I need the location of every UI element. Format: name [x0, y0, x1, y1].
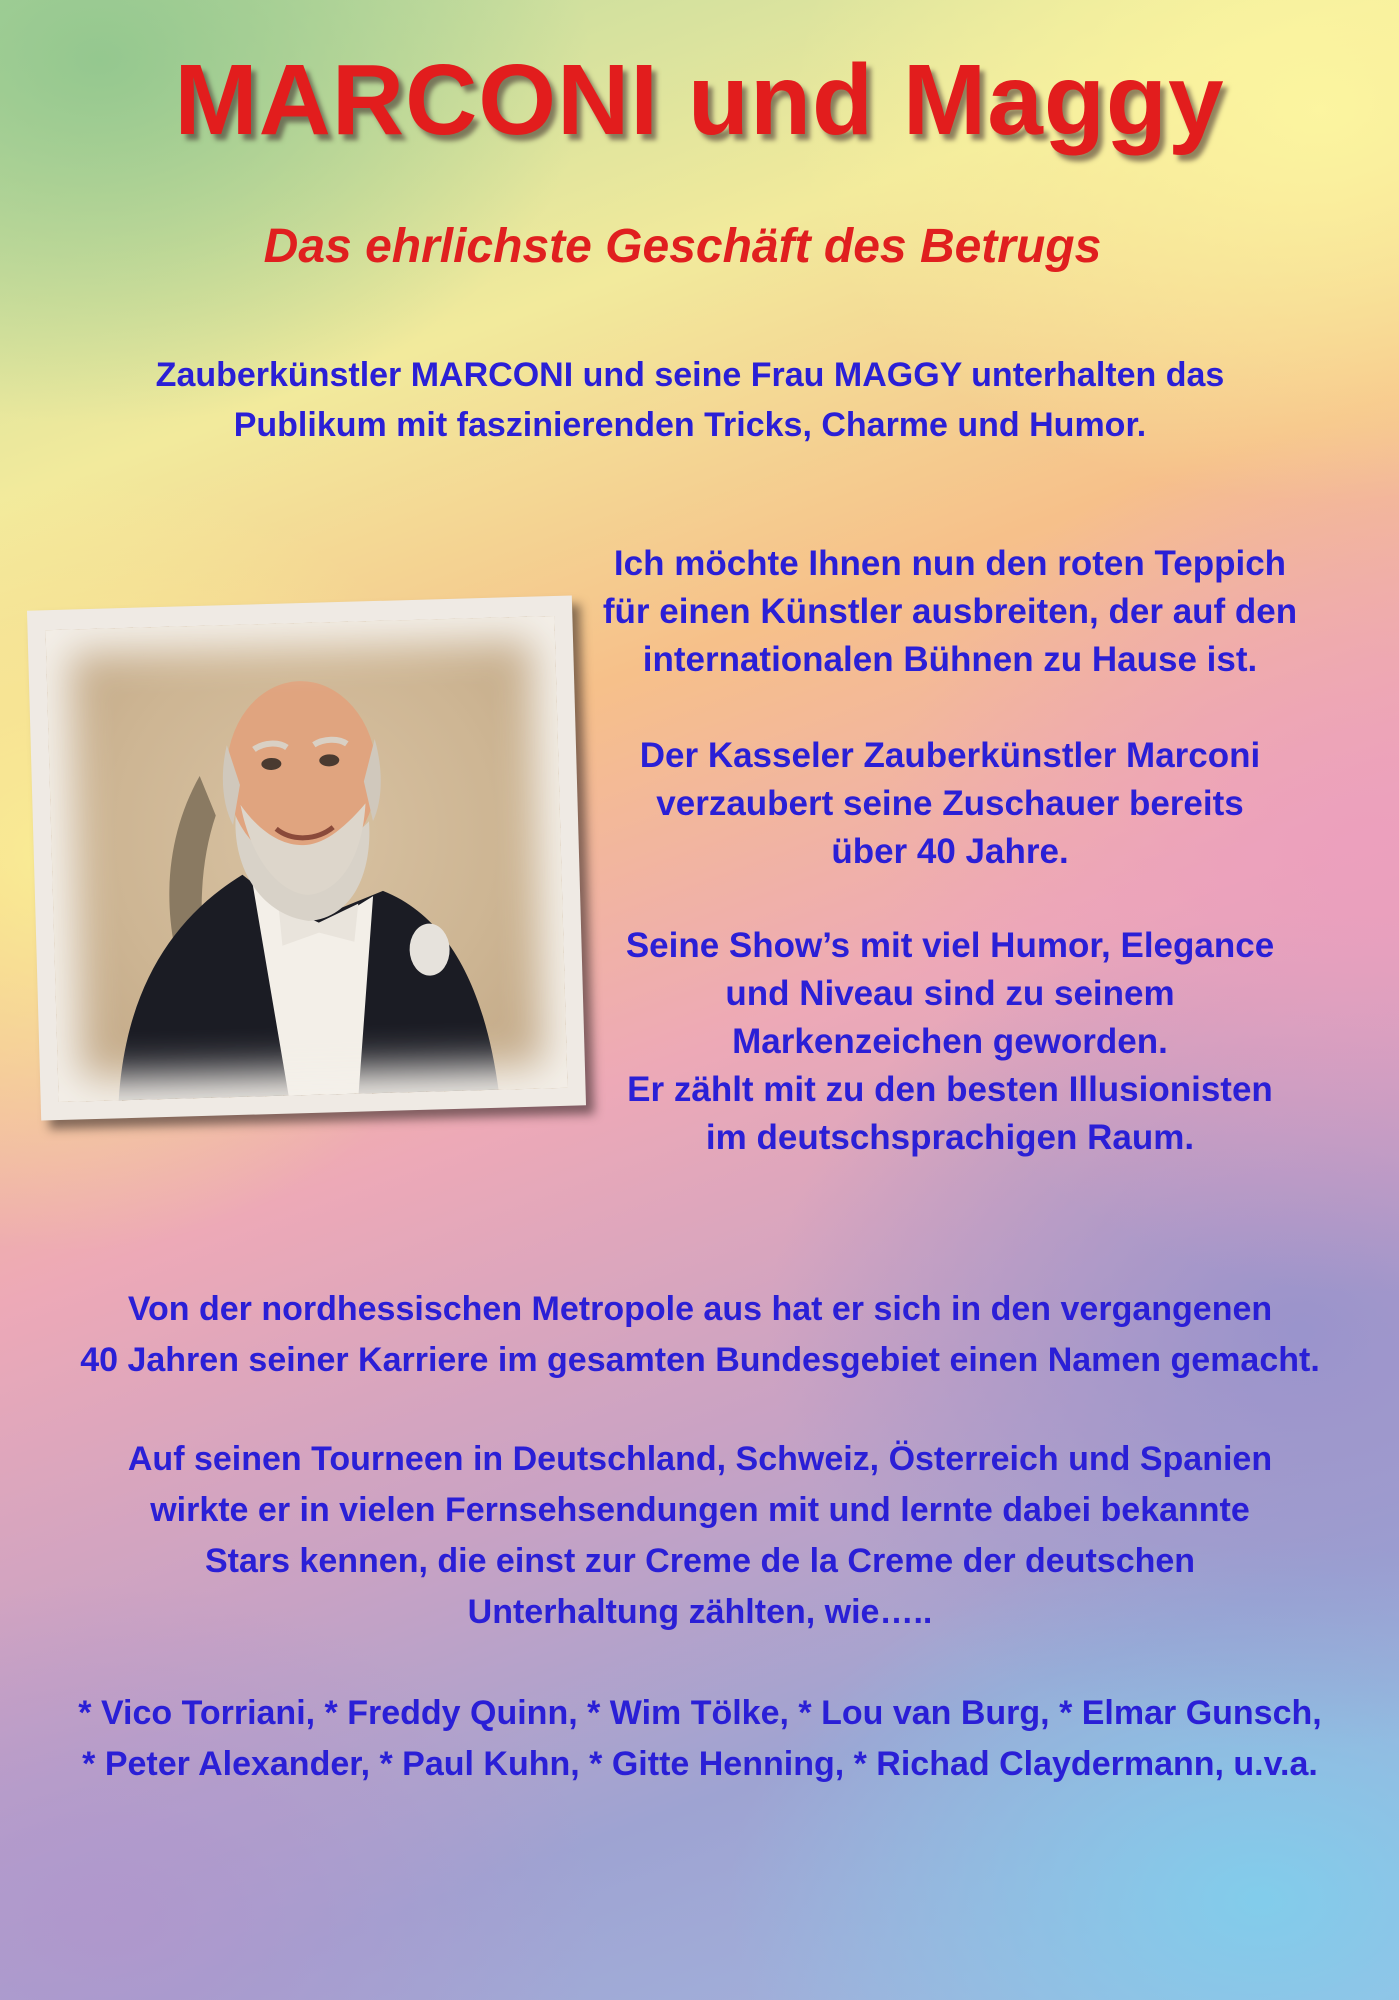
- text-line: 40 Jahren seiner Karriere im gesamten Bundesgebiet einen Namen gemacht.: [80, 1341, 1320, 1379]
- text-line: wirkte er in vielen Fernsehsendungen mit und lernte dabei bekannte: [150, 1491, 1250, 1529]
- intro-line: Publikum mit faszinierenden Tricks, Charme und Humor.: [233, 406, 1147, 444]
- paragraph-career: [40, 1284, 1360, 1386]
- text-line: Unterhaltung zählten, wie…..: [467, 1593, 933, 1631]
- portrait-photo: [46, 616, 568, 1102]
- portrait-photo-frame: [27, 595, 586, 1120]
- text-line: und Niveau sind zu seinem: [725, 974, 1175, 1013]
- page-title: MARCONI und Maggy: [174, 44, 1225, 156]
- page-subtitle: Das ehrlichste Geschäft des Betrugs: [263, 220, 1102, 273]
- photo-vignette: [46, 616, 568, 1102]
- text-line: für einen Künstler ausbreiten, der auf den: [602, 592, 1298, 631]
- text-line: Markenzeichen geworden.: [732, 1022, 1168, 1061]
- text-line: über 40 Jahre.: [831, 832, 1069, 871]
- text-line: Auf seinen Tourneen in Deutschland, Schweiz, Österreich und Spanien: [127, 1440, 1273, 1478]
- text-line: Ich möchte Ihnen nun den roten Teppich: [613, 544, 1287, 583]
- text-line: Er zählt mit zu den besten Illusionisten: [627, 1070, 1273, 1109]
- intro-line: Zauberkünstler MARCONI und seine Frau MAGGY unterhalten das: [155, 356, 1225, 394]
- text-line: Von der nordhessischen Metropole aus hat er sich in den vergangenen: [127, 1290, 1273, 1328]
- text-line: Seine Show’s mit viel Humor, Elegance: [625, 926, 1275, 965]
- text-line: internationalen Bühnen zu Hause ist.: [642, 640, 1258, 679]
- stars-list: [40, 1688, 1360, 1790]
- paragraph-tours: [40, 1434, 1360, 1638]
- stars-line: * Peter Alexander, * Paul Kuhn, * Gitte Henning, * Richad Claydermann, u.v.a.: [82, 1745, 1318, 1783]
- stars-line: * Vico Torriani, * Freddy Quinn, * Wim Tölke, * Lou van Burg, * Elmar Gunsch,: [78, 1694, 1322, 1732]
- text-line: im deutschsprachigen Raum.: [705, 1118, 1195, 1157]
- paragraph-red-carpet: [560, 540, 1340, 684]
- text-line: Der Kasseler Zauberkünstler Marconi: [639, 736, 1261, 775]
- text-line: verzaubert seine Zuschauer bereits: [656, 784, 1244, 823]
- intro-paragraph: [60, 350, 1320, 450]
- paragraph-show: [560, 922, 1340, 1162]
- paragraph-kassel: [560, 732, 1340, 876]
- text-line: Stars kennen, die einst zur Creme de la Creme der deutschen: [204, 1542, 1196, 1580]
